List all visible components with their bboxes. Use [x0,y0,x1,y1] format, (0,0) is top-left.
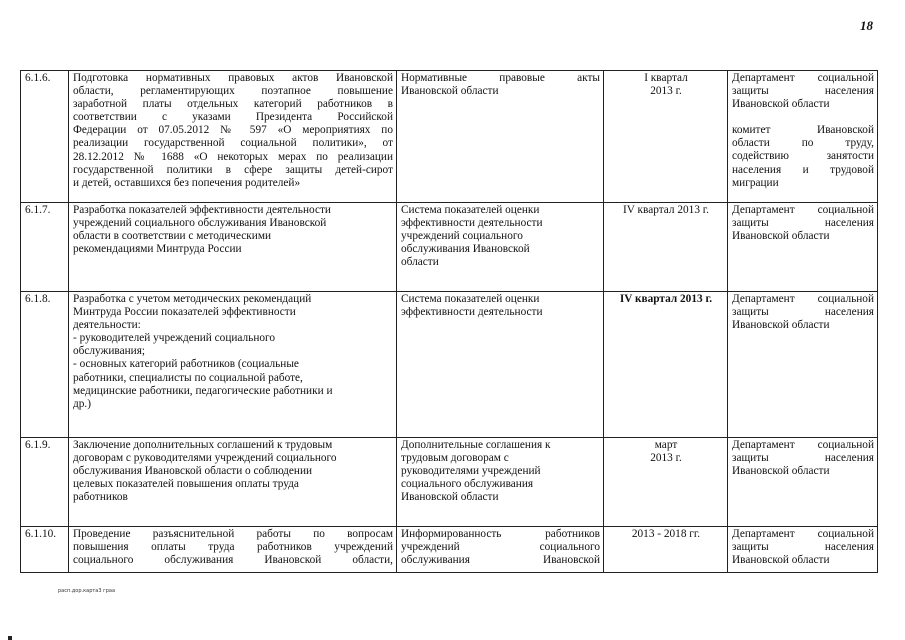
responsible-line: защиты населения [732,306,874,319]
task-line: Федерации от 07.05.2012 № 597 «О мероприятиях по [73,124,393,137]
result-line: области [401,256,439,269]
responsible-line: комитет Ивановской [732,124,874,137]
task-line: социального обслуживания Ивановской области, [73,554,393,567]
responsible-line: защиты населения [732,541,874,554]
task-line: Разработка показателей эффективности деятельности [73,204,331,216]
task-line: Подготовка нормативных правовых актов Ивановской [73,72,393,84]
responsible-line: Департамент социальной [732,528,874,540]
responsible-cell [728,438,878,527]
task-line: учреждений социального обслуживания Ивановской [73,217,327,230]
term-line: 2013 - 2018 гг. [631,528,701,540]
measures-table [20,70,878,573]
result-line: эффективности деятельности [401,217,543,230]
task-line: целевых показателей повышения оплаты труда [73,478,299,491]
task-line: области в соответствии с методическими [73,230,272,243]
task-cell [69,438,397,527]
task-line: и детей, оставшихся без попечения родителей» [73,176,301,189]
result-line: Система показателей оценки [401,293,540,305]
responsible-line: миграции [732,176,779,189]
term-cell [604,71,728,203]
table-row [21,203,878,292]
task-line: деятельности: [73,319,141,332]
term-cell [604,527,728,573]
task-line: соответствии с указами Президента Российской [73,111,393,124]
responsible-line: области по труду, [732,137,874,150]
responsible-line: Департамент социальной [732,293,874,305]
row-number: 6.1.10. [21,527,69,573]
responsible-line: Ивановской области [732,98,830,111]
responsible-line: Департамент социальной [732,72,874,84]
result-line: руководителями учреждений [401,465,541,478]
task-line: договорам с руководителями учреждений социального [73,452,337,465]
table-row [21,71,878,203]
task-line: др.) [73,397,91,410]
row-number: 6.1.6. [21,71,69,203]
table-row [21,527,878,573]
responsible-line: Ивановской области [732,465,830,478]
responsible-line: Департамент социальной [732,204,874,216]
result-line: трудовым договорам с [401,452,509,465]
task-line: обслуживания; [73,345,146,358]
task-line: рекомендациями Минтруда России [73,243,242,256]
row-number: 6.1.8. [21,292,69,438]
task-line: государственной политики в сфере защиты детей-сирот [73,163,393,176]
responsible-cell [728,71,878,203]
task-cell [69,203,397,292]
result-line: эффективности деятельности [401,306,543,319]
result-line: обслуживания Ивановской [401,554,600,567]
term-cell [604,292,728,438]
term-line: I квартал [644,72,688,84]
responsible-cell [728,203,878,292]
task-cell [69,71,397,203]
row-number: 6.1.9. [21,438,69,527]
task-line: 28.12.2012 № 1688 «О некоторых мерах по реализации [73,150,393,163]
term-cell [604,438,728,527]
task-cell [69,527,397,573]
result-line: обслуживания Ивановской [401,243,530,256]
task-line: - основных категорий работников (социальные [73,358,299,371]
term-line: 2013 г. [650,85,682,98]
task-line: медицинские работники, педагогические работники и [73,384,333,397]
task-line: области, регламентирующих поэтапное повышение [73,85,393,98]
task-cell [69,292,397,438]
responsible-line: Ивановской области [732,319,830,332]
table-row [21,292,878,438]
responsible-line: защиты населения [732,217,874,230]
task-line: реализации государственной социальной политики», от [73,137,393,150]
term-line: 2013 г. [650,452,682,465]
task-line: заработной платы отдельных категорий работников в [73,98,393,111]
task-line: Минтруда России показателей эффективности [73,306,296,319]
term-line: IV квартал 2013 г. [619,293,713,305]
responsible-line: Ивановской области [732,230,830,243]
responsible-cell [728,292,878,438]
result-line: Информированность работников [401,528,600,540]
responsible-line: населения и трудовой [732,163,874,176]
task-line: повышения оплаты труда работников учреждений [73,541,393,554]
term-line: март [654,439,678,451]
task-line: Заключение дополнительных соглашений к трудовым [73,439,333,451]
page-number: 18 [860,18,873,33]
result-line: Ивановской области [401,491,499,504]
responsible-line: Ивановской области [732,554,830,567]
term-cell [604,203,728,292]
responsible-line: защиты населения [732,452,874,465]
task-line: работников [73,491,128,504]
result-line: социального обслуживания [401,478,534,491]
result-line: Нормативные правовые акты [401,72,600,84]
table-row [21,438,878,527]
task-line: работники, специалисты по социальной работе, [73,371,303,384]
term-line: IV квартал 2013 г. [623,204,709,216]
result-line: Ивановской области [401,85,499,98]
row-number: 6.1.7. [21,203,69,292]
result-cell [397,527,604,573]
responsible-line: содействию занятости [732,150,874,163]
task-line: Разработка с учетом методических рекомендаций [73,293,312,305]
result-line: учреждений социального [401,230,523,243]
result-line: Дополнительные соглашения к [401,439,551,451]
task-line: Проведение разъяснительной работы по вопросам [73,528,393,540]
responsible-cell [728,527,878,573]
task-line: обслуживания Ивановской области о соблюдении [73,465,313,478]
footer-note: расп.дор.карта3 граа [58,588,116,594]
task-line: - руководителей учреждений социального [73,332,276,345]
result-cell [397,203,604,292]
result-cell [397,71,604,203]
scan-mark [8,636,12,640]
result-cell [397,292,604,438]
result-cell [397,438,604,527]
responsible-line: Департамент социальной [732,439,874,451]
result-line: учреждений социального [401,541,600,554]
responsible-line: защиты населения [732,85,874,98]
result-line: Система показателей оценки [401,204,540,216]
